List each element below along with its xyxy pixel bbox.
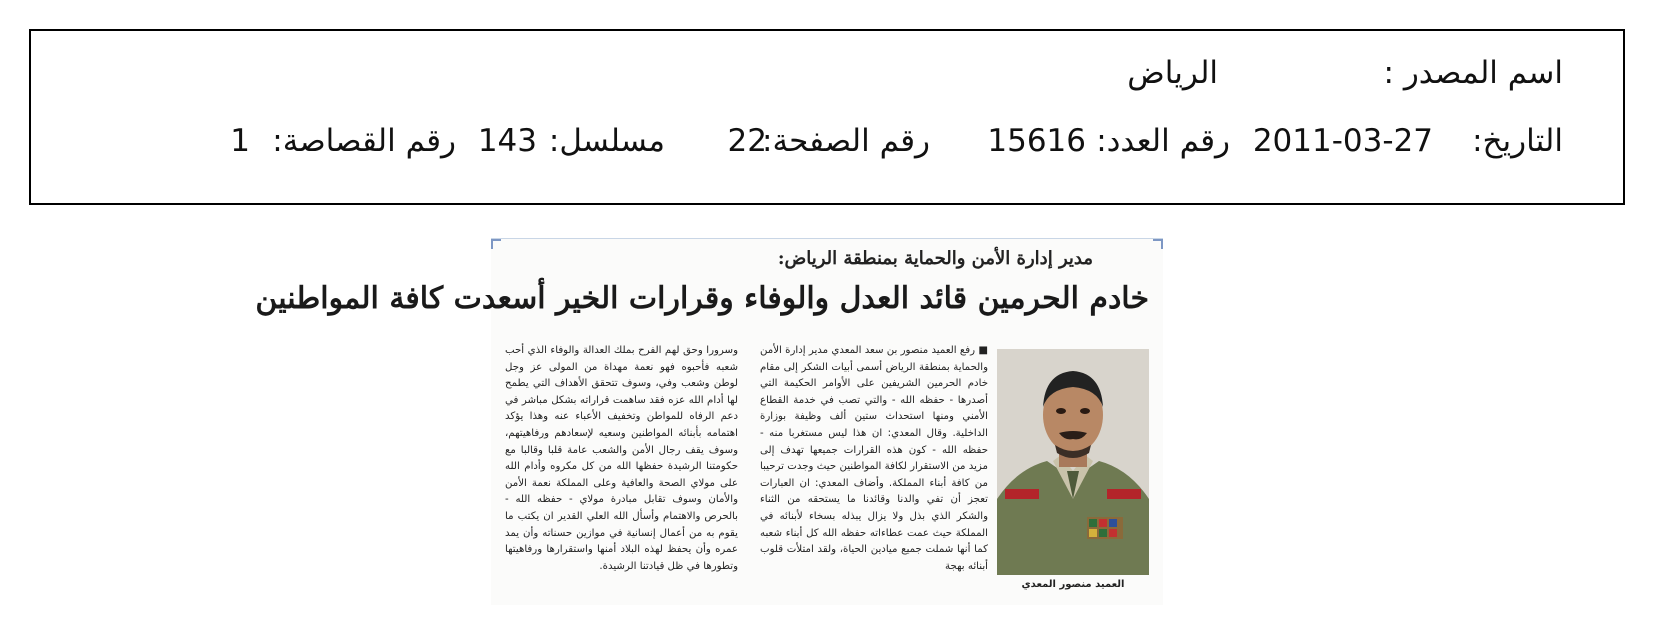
source-value: الرياض <box>1127 55 1218 91</box>
article-kicker: مدير إدارة الأمن والحماية بمنطقة الرياض: <box>777 248 1093 269</box>
clip-value: 1 <box>230 123 250 159</box>
corner-mark <box>1153 239 1163 249</box>
newspaper-clipping <box>255 238 1163 605</box>
column-text: ■ رفع العميد منصور بن سعد المعدي مدير إدارة الأمن والحماية بمنطقة الرياض أسمى أبيات الشكر إلى مقام خادم الحرمين الشريفين على الأوامر الحكيمة التي أصدرها - حفظه الله - والتي تصب في خدمة القطاع الأمني ومنها استحداث ستين ألف وظيفة بوزارة الداخلية. وقال المعدي: ان هذا ليس مستغربا منه - حفظه الله - كون هذه القرارات جميعها تهدف إلى مزيد من الاستقرار لكافة المواطنين حيث وجدت ترحيبا من كافة أبناء المملكة. وأضاف المعدي: ان العبارات تعجز أن تفي والدنا وقائدنا ما يستحقه من الثناء والشكر الذي بذل ولا يزال يبذله بسخاء لأبنائه في المملكة حيث عمت عطاءاته حفظه الله كل أبناء شعبه كما أنها شملت جميع ميادين الحياة، ولقد امتلأت قلوب أبنائه بهجة <box>760 345 988 572</box>
issue-label: رقم العدد: <box>1096 123 1230 159</box>
date-label: التاريخ: <box>1472 123 1563 159</box>
source-label: اسم المصدر : <box>1383 55 1563 91</box>
article-column <box>505 343 738 575</box>
corner-mark <box>491 239 501 249</box>
officer-portrait-icon <box>997 349 1149 575</box>
issue-value: 15616 <box>987 123 1086 159</box>
clip-label: رقم القصاصة: <box>272 123 456 159</box>
column-text: وسرورا وحق لهم الفرح بملك العدالة والوفاء الذي أحب شعبه فأحبوه فهو نعمة مهداة من المولى عز وجل لوطن وشعب وفي، وسوف تتحقق الأهداف التي يطمح لها أدام الله عزه فقد ساهمت قراراته بشكل مباشر في دعم الرفاه للمواطن وتخفيف الأعباء عنه وهذا يؤكد اهتمامه بأبنائه المواطنين وسعيه لإسعادهم ورفاهيتهم، وسوف يقف رجال الأمن والشعب عامة قلبا وقالبا مع حكومتنا الرشيدة حفظها الله من كل مكروه وأدام الله على مولاي الصحة والعافية وعلى المملكة نعمة الأمن والأمان وسوف تقابل مبادرة مولاي - حفظه الله - بالحرص والاهتمام وأسأل الله العلي القدير ان يكتب ما يقوم به من أعمال إنسانية في موازين حسناته وأن يمد عمره وأن يحفظ لهذه البلاد أمنها واستقرارها ورفاهيتها وتطورها في ظل قيادتنا الرشيدة. <box>505 345 738 572</box>
page-label: رقم الصفحة: <box>762 123 930 159</box>
date-value: 2011-03-27 <box>1252 123 1433 159</box>
page-value: 22 <box>727 123 767 159</box>
article-column <box>760 343 988 575</box>
serial-value: 143 <box>477 123 537 159</box>
article-headline: خادم الحرمين قائد العدل والوفاء وقرارات الخير أسعدت كافة المواطنين <box>255 281 1149 316</box>
portrait-photo <box>997 349 1149 575</box>
serial-label: مسلسل: <box>548 123 665 159</box>
source-info-box <box>29 29 1625 205</box>
photo-caption: العميد منصور المعدي <box>1021 579 1125 590</box>
